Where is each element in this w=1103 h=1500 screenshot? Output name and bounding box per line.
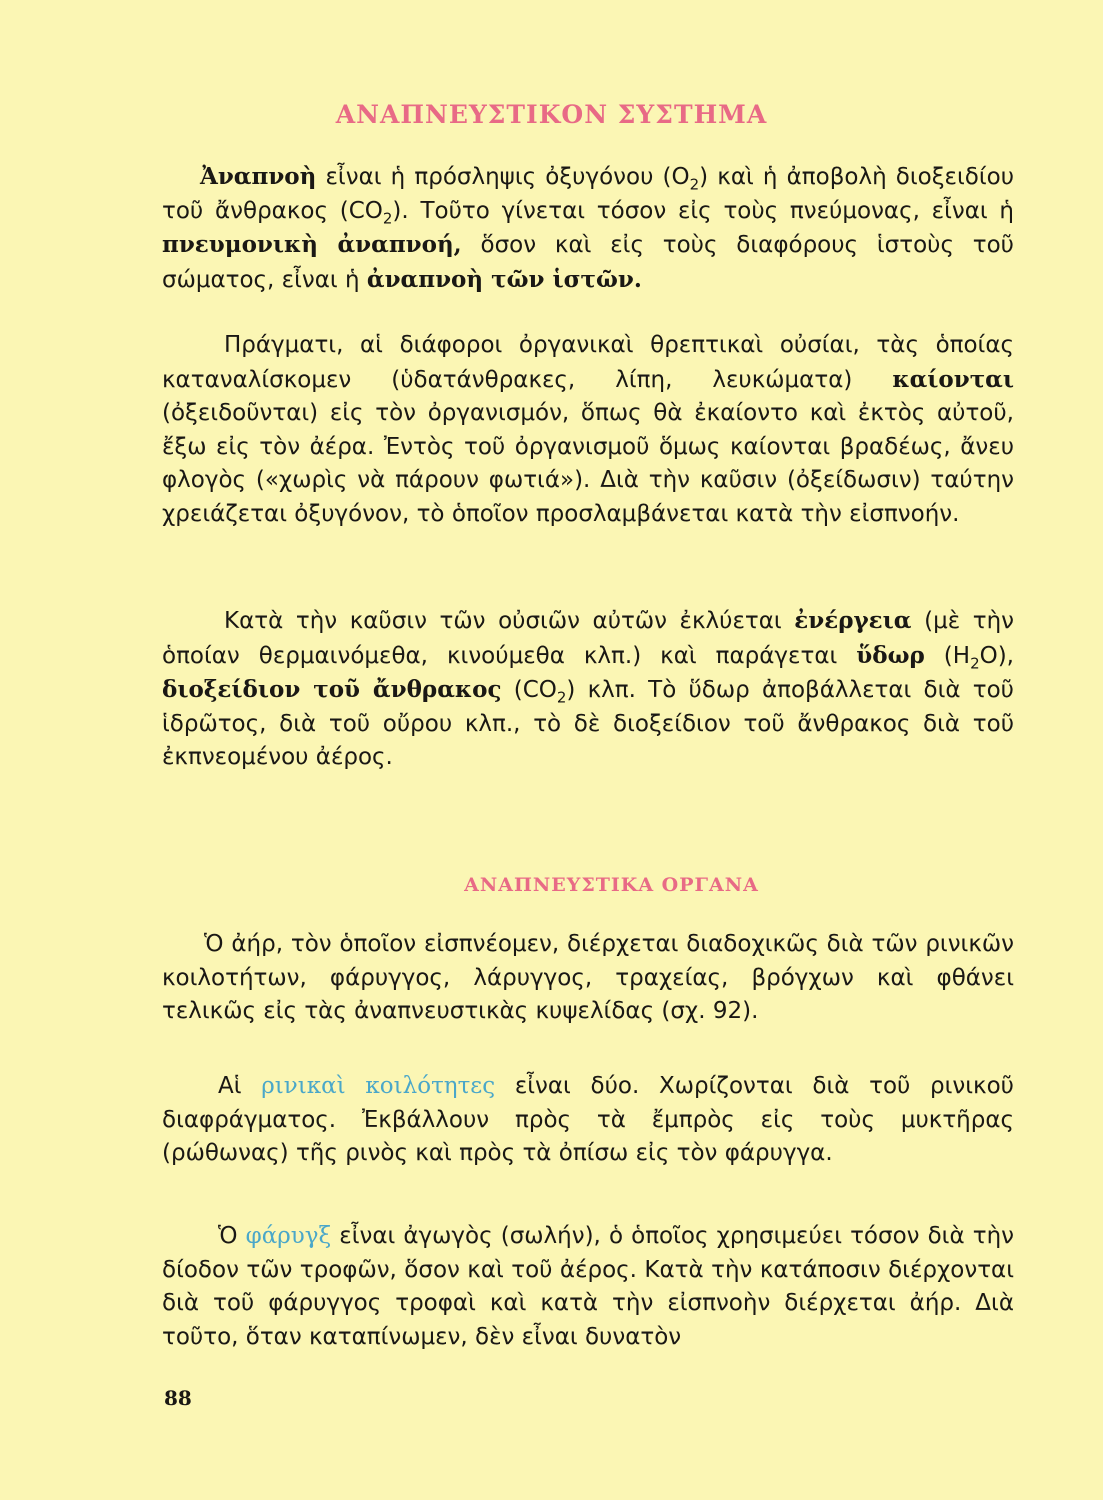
paragraph-pharynx: Ὁ φάρυγξ εἶναι ἀγωγὸς (σωλήν), ὁ ὁποῖος χρησιμεύει τόσον διὰ τὴν δίοδον τῶν τροφῶν, ὅσον καὶ τοῦ ἀέρος. Κατὰ τὴν κατάποσιν διέρχονται διὰ τοῦ φάρυγγος τροφαὶ καὶ κατὰ τὴν εἰσπνοὴν διέρχεται ἀήρ. Διὰ τοῦτο, ὅταν καταπίνωμεν, δὲν εἶναι δυνατὸν: [162, 1223, 1014, 1350]
paragraph-definition: Ἀναπνοὴ εἶναι ἡ πρόσληψις ὀξυγόνου $(O_2)$ καὶ ἡ ἀποβολὴ διοξειδίου τοῦ ἄνθρακος $(CO_2)$. Τοῦτο γίνεται τόσον εἰς τοὺς πνεύμονας, εἶναι ἡ πνευμονικὴ ἀναπνοή, ὅσον καὶ εἰς τοὺς διαφόρους ἱστοὺς τοῦ σώματος, εἶναι ἡ ἀναπνοὴ τῶν ἱστῶν.: [162, 163, 1015, 293]
paragraph-combustion: Πράγματι, αἱ διάφοροι ὀργανικαὶ θρεπτικαὶ οὐσίαι, τὰς ὁποίας καταναλίσκομεν (ὑδατάνθρακες, λίπη, λευκώματα) καίονται (ὀξειδοῦνται) εἰς τὸν ὀργανισμόν, ὅπως θὰ ἐκαίοντο καὶ ἐκτὸς αὐτοῦ, ἔξω εἰς τὸν ἀέρα. Ἐντὸς τοῦ ὀργανισμοῦ ὅμως καίονται βραδέως, ἄνευ φλογὸς («χωρὶς νὰ πάρουν φωτιά»). Διὰ τὴν καῦσιν (ὀξείδωσιν) ταύτην χρειάζεται ὀξυγόνον, τὸ ὁποῖον προσλαμβάνεται κατὰ τὴν εἰσπνοήν.: [162, 332, 1014, 527]
section-heading-respiratory-system: ΑΝΑΠΝΕΥΣΤΙΚΟΝ ΣΥΣΤΗΜΑ: [335, 100, 768, 129]
paragraph-energy: Κατὰ τὴν καῦσιν τῶν οὐσιῶν αὐτῶν ἐκλύεται ἐνέργεια (μὲ τὴν ὁποίαν θερμαινόμεθα, κινούμεθα κλπ.) καὶ παράγεται ὕδωρ $(H_2O)$, διοξείδιον τοῦ ἄνθρακος $(CO_2)$ κλπ. Τὸ ὕδωρ ἀποβάλλεται διὰ τοῦ ἱδρῶτος, διὰ τοῦ οὔρου κλπ., τὸ δὲ διοξείδιον τοῦ ἄνθρακος διὰ τοῦ ἐκπνεομένου ἀέρος.: [162, 607, 1014, 770]
term-pulmonary-respiration: πνευμονικὴ ἀναπνοή,: [162, 231, 462, 258]
section-heading-respiratory-organs: ΑΝΑΠΝΕΥΣΤΙΚΑ ΟΡΓΑΝΑ: [464, 874, 759, 896]
term-nasal-cavities: ρινικαὶ κοιλότητες: [261, 1073, 496, 1099]
term-water: ὕδωρ: [856, 641, 925, 669]
term-pharynx: φάρυγξ: [245, 1223, 332, 1249]
term-energy: ἐνέργεια: [794, 607, 912, 634]
term-respiration: Ἀναπνοὴ: [200, 163, 317, 190]
paragraph-air-path: Ὁ ἀήρ, τὸν ὁποῖον εἰσπνέομεν, διέρχεται διαδοχικῶς διὰ τῶν ρινικῶν κοιλοτήτων, φάρυγγος, λάρυγγος, τραχείας, βρόγχων καὶ φθάνει τελικῶς εἰς τὰς ἀναπνευστικὰς κυψελίδας (σχ. 92).: [162, 931, 1014, 1024]
paragraph-nasal-cavities: Αἱ ρινικαὶ κοιλότητες εἶναι δύο. Χωρίζονται διὰ τοῦ ρινικοῦ διαφράγματος. Ἐκβάλλουν πρὸς τὰ ἔμπρὸς εἰς τοὺς μυκτῆρας (ρώθωνας) τῆς ρινὸς καὶ πρὸς τὰ ὀπίσω εἰς τὸν φάρυγγα.: [162, 1073, 1014, 1166]
term-carbon-dioxide: διοξείδιον τοῦ ἄνθρακος: [162, 676, 502, 703]
page-number: 88: [164, 1386, 192, 1410]
term-tissue-respiration: ἀναπνοὴ τῶν ἱστῶν.: [366, 265, 642, 293]
term-burned: καίονται: [892, 365, 1014, 393]
